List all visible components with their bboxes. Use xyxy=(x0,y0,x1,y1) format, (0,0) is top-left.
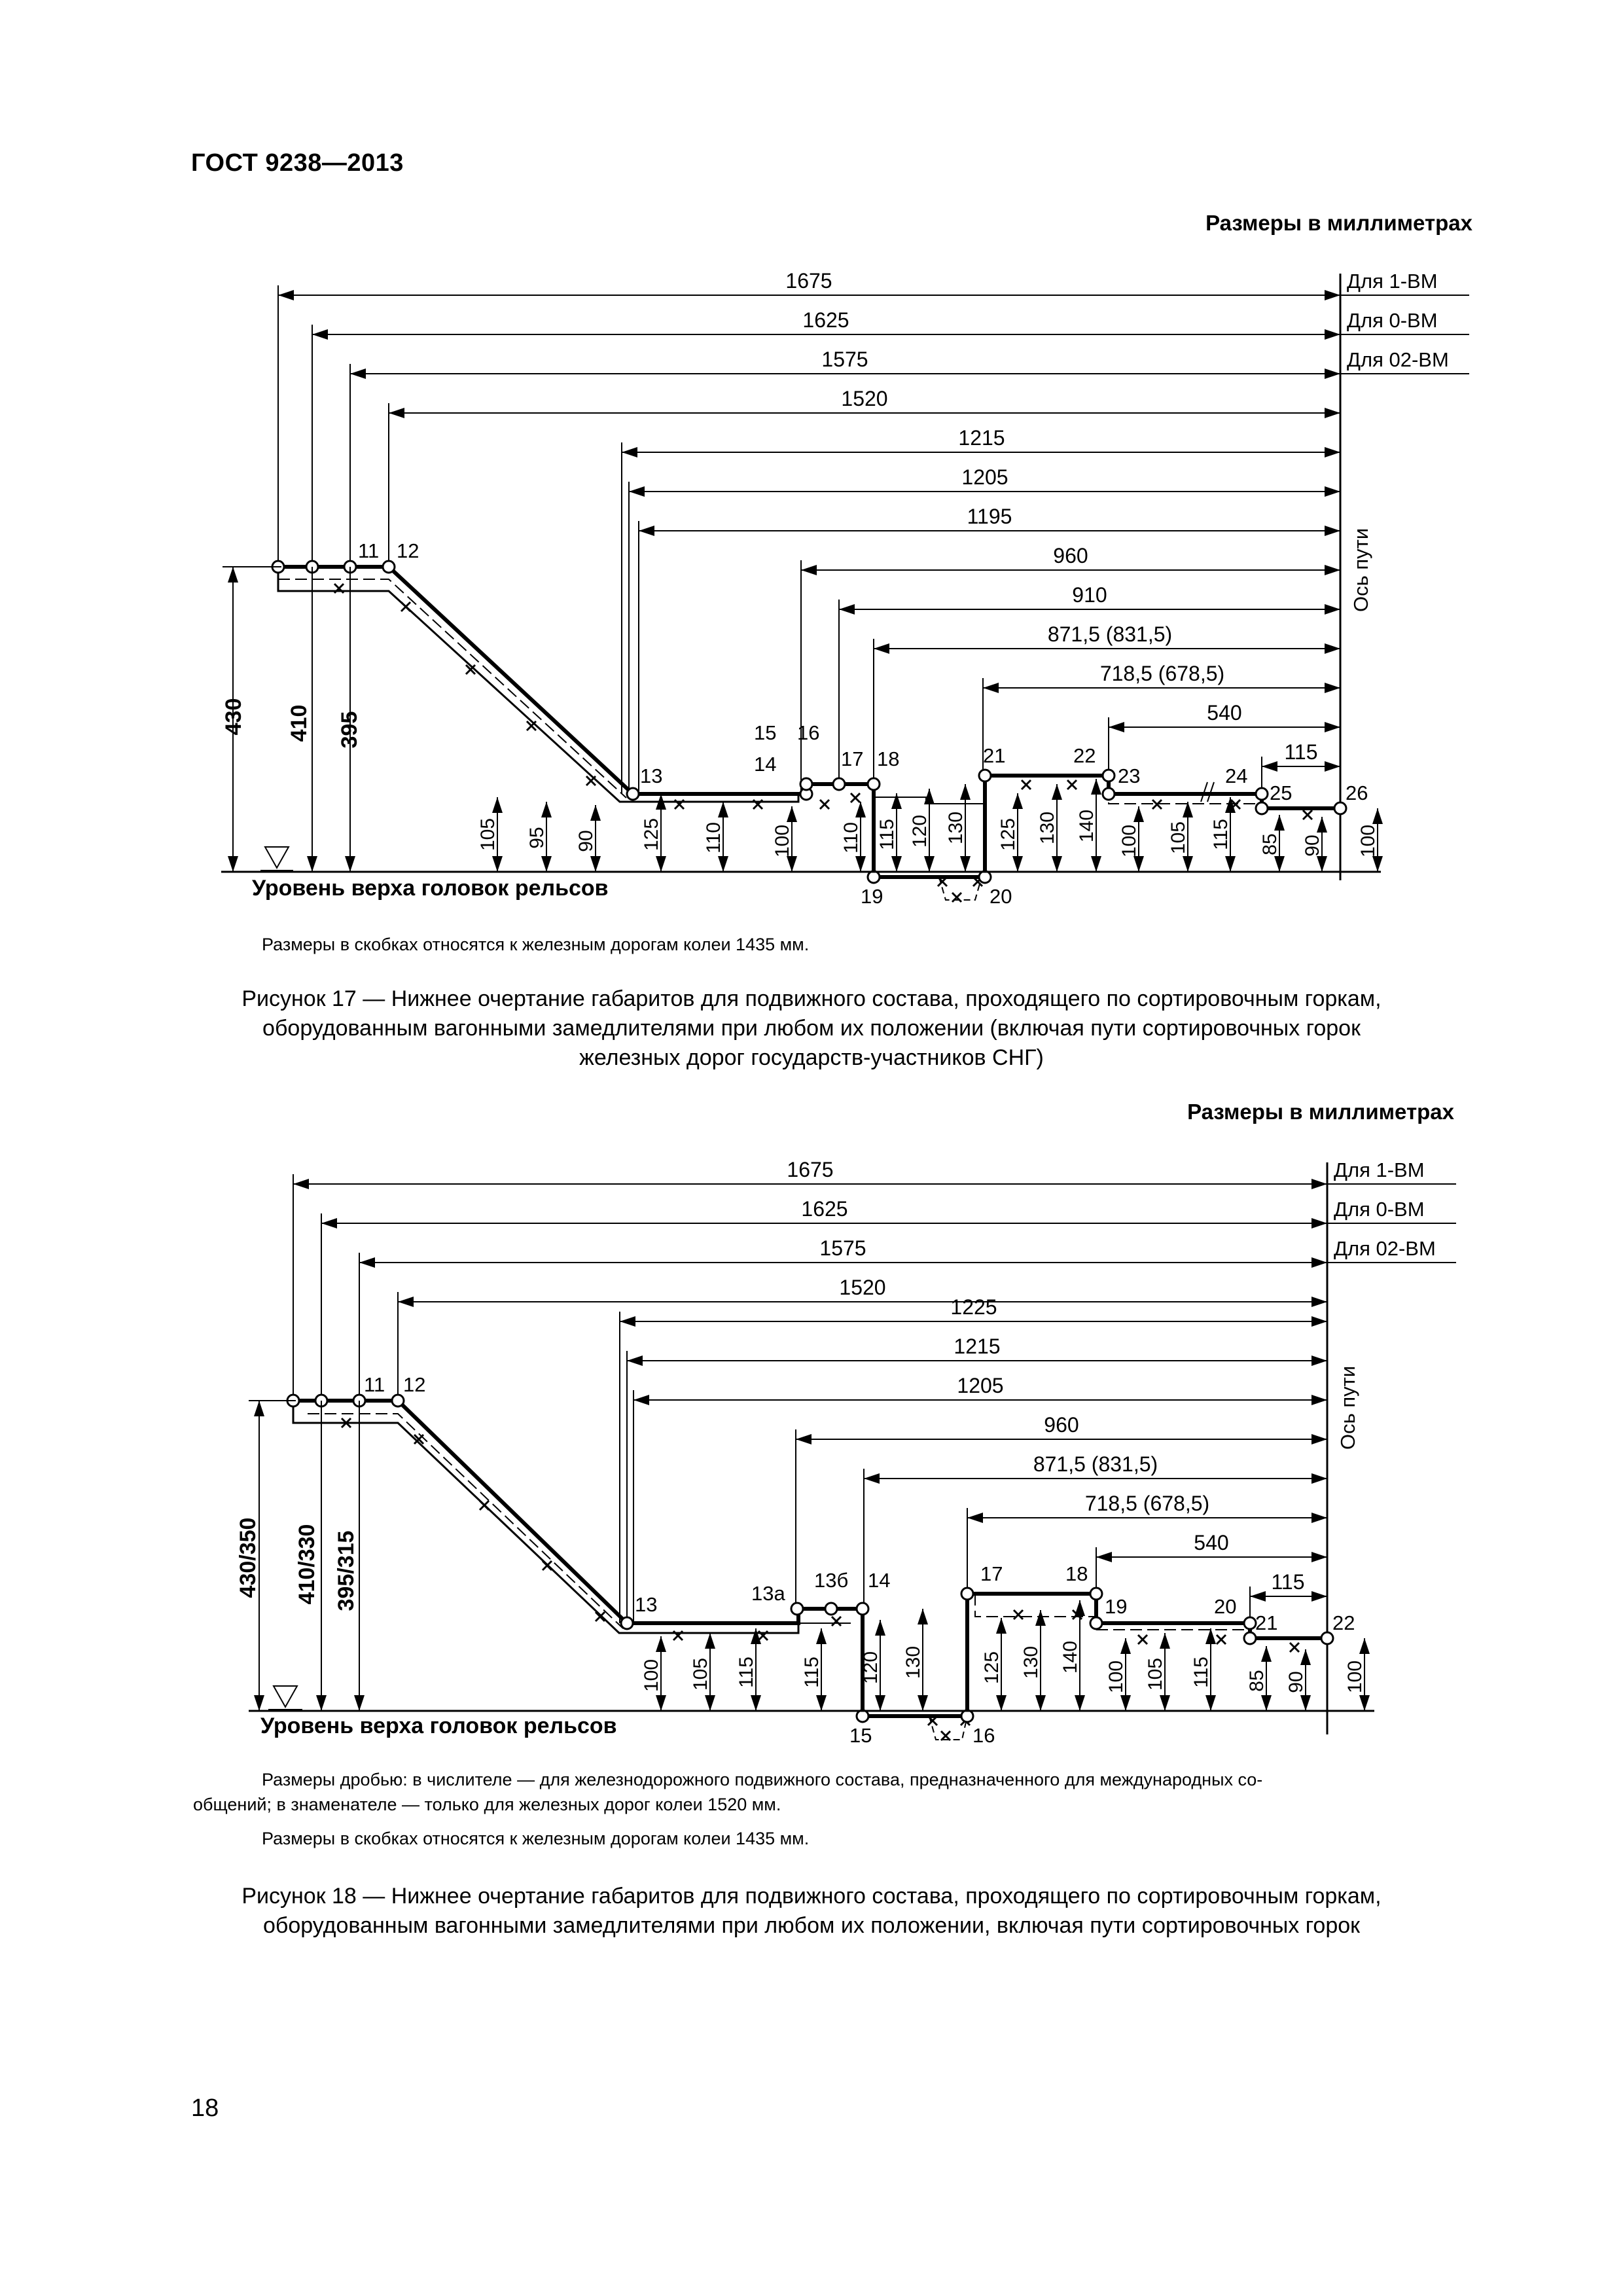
height-label: 130 xyxy=(1020,1645,1042,1679)
height-label: 90 xyxy=(1302,834,1323,857)
fig18-for-1vm: Для 1-ВМ xyxy=(1334,1158,1425,1181)
fig17-rail-label: Уровень верха головок рельсов xyxy=(252,876,609,901)
fig17-width-label: 1520 xyxy=(841,387,888,410)
height-label: 395 xyxy=(337,711,362,749)
fig17-bottom-height-labels xyxy=(477,810,1379,857)
fig18-note-brackets: Размеры в скобках относятся к железным дорогам колеи 1435 мм. xyxy=(262,1829,810,1848)
height-label: 140 xyxy=(1076,809,1097,843)
point-label: 16 xyxy=(797,721,820,744)
fig17-axis-label: Ось пути xyxy=(1349,528,1372,612)
point-label: 24 xyxy=(1225,764,1248,787)
fig17-width-label: 115 xyxy=(1284,740,1318,764)
point-label: 22 xyxy=(1332,1611,1355,1634)
fig17-height-labels xyxy=(221,698,362,749)
height-label: 130 xyxy=(945,811,967,845)
fig17-width-label: 1675 xyxy=(785,269,832,293)
point-label: 20 xyxy=(1214,1595,1237,1618)
point-label: 22 xyxy=(1073,744,1096,767)
fig18-width-label: 1625 xyxy=(801,1197,848,1221)
point-label: 17 xyxy=(841,747,864,770)
fig17-caption-line: Рисунок 17 — Нижнее очертание габаритов для подвижного состава, проходящего по сортировочным горкам, xyxy=(241,986,1382,1011)
fig17-width-label: 1215 xyxy=(958,426,1005,450)
fig17-drawing xyxy=(0,0,1623,942)
point-label: 13 xyxy=(640,764,663,787)
point-label: 20 xyxy=(990,885,1012,908)
point-label: 25 xyxy=(1270,781,1293,804)
height-label: 110 xyxy=(703,822,724,853)
height-label: 115 xyxy=(876,819,898,850)
fig18-width-label: 1520 xyxy=(839,1276,886,1299)
height-label: 100 xyxy=(1105,1660,1127,1694)
height-label: 105 xyxy=(477,817,499,852)
fig18-width-dims xyxy=(293,1162,1456,1734)
fig17-width-label: 1195 xyxy=(967,505,1012,528)
height-label: 85 xyxy=(1246,1670,1268,1692)
fig18-width-label: 540 xyxy=(1194,1531,1229,1554)
height-label: 130 xyxy=(902,1645,924,1679)
height-label: 395/315 xyxy=(334,1530,359,1611)
fig18-width-label: 1225 xyxy=(950,1295,997,1319)
fig18-caption xyxy=(108,1882,1515,1941)
point-label: 18 xyxy=(877,747,900,770)
point-label: 14 xyxy=(868,1569,891,1592)
fig18-axis-label: Ось пути xyxy=(1336,1365,1359,1450)
height-label: 140 xyxy=(1060,1640,1081,1674)
fig18-caption-line: оборудованным вагонными замедлителями при любом их положении, включая пути сортировочных горок xyxy=(262,1913,1361,1938)
height-label: 100 xyxy=(1357,824,1379,858)
point-label: 17 xyxy=(980,1562,1003,1585)
height-label: 120 xyxy=(909,814,931,848)
fig17-for-0vm: Для 0-ВМ xyxy=(1347,309,1438,332)
height-label: 410 xyxy=(287,704,312,742)
page-number: 18 xyxy=(191,2094,219,2122)
height-label: 100 xyxy=(1118,824,1140,858)
fig18-rail-label: Уровень верха головок рельсов xyxy=(260,1713,617,1738)
height-label: 100 xyxy=(1344,1660,1366,1694)
point-label: 12 xyxy=(397,539,419,562)
fig17-width-label: 871,5 (831,5) xyxy=(1047,622,1173,646)
height-label: 115 xyxy=(1190,1657,1212,1688)
height-label: 115 xyxy=(801,1657,823,1688)
fig18-for-0vm: Для 0-ВМ xyxy=(1334,1198,1425,1221)
point-label: 21 xyxy=(983,744,1006,767)
point-label: 13а xyxy=(751,1582,785,1605)
height-label: 95 xyxy=(526,827,548,849)
fig18-width-label: 1215 xyxy=(954,1335,1001,1358)
fig18-contour xyxy=(293,1401,1327,1740)
height-label: 90 xyxy=(1285,1671,1307,1693)
point-label: 14 xyxy=(754,753,777,776)
fig17-caption-line: железных дорог государств-участников СНГ) xyxy=(579,1045,1044,1070)
fig17-caption xyxy=(108,984,1515,1073)
fig17-width-label: 960 xyxy=(1053,544,1088,567)
fig17-width-label: 1575 xyxy=(821,348,868,371)
height-label: 100 xyxy=(772,824,793,858)
fig17-units-note: Размеры в миллиметрах xyxy=(1205,211,1472,235)
fig18-units-note: Размеры в миллиметрах xyxy=(1187,1100,1454,1124)
point-label: 13 xyxy=(635,1593,658,1616)
fig17-caption-line: оборудованным вагонными замедлителями при любом их положении (включая пути сортировочных горок xyxy=(262,1016,1361,1041)
fig17-note: Размеры в скобках относятся к железным дорогам колеи 1435 мм. xyxy=(262,935,810,954)
fig18-width-label: 871,5 (831,5) xyxy=(1033,1452,1158,1476)
point-label: 19 xyxy=(1105,1595,1128,1618)
fig18-width-label: 1575 xyxy=(819,1236,866,1260)
fig17-for-1vm: Для 1-ВМ xyxy=(1347,270,1438,293)
fig17-for-02vm: Для 02-ВМ xyxy=(1347,348,1449,371)
fig18-note-fraction xyxy=(193,1767,1505,1817)
point-label: 23 xyxy=(1118,764,1141,787)
height-label: 115 xyxy=(736,1657,757,1688)
fig17-width-label: 540 xyxy=(1207,701,1242,725)
height-label: 85 xyxy=(1259,833,1281,855)
fig18-width-label: 718,5 (678,5) xyxy=(1084,1492,1210,1515)
point-label: 12 xyxy=(403,1373,426,1396)
fig18-width-label: 115 xyxy=(1271,1570,1305,1594)
point-label: 11 xyxy=(358,539,380,562)
height-label: 90 xyxy=(575,830,597,852)
document-header: ГОСТ 9238—2013 xyxy=(191,149,404,177)
height-label: 120 xyxy=(860,1651,882,1685)
fig17-width-label: 1625 xyxy=(802,308,849,332)
fig17-width-label: 718,5 (678,5) xyxy=(1099,662,1225,685)
point-label: 15 xyxy=(849,1724,872,1747)
height-label: 430 xyxy=(221,698,246,736)
fig17-width-label: 1205 xyxy=(961,465,1008,489)
fig18-point-labels xyxy=(364,1373,1355,1747)
fig18-note-line: Размеры дробью: в числителе — для железнодорожного подвижного состава, предназначенного для международных со- xyxy=(262,1770,1263,1789)
height-label: 115 xyxy=(1210,819,1232,850)
fig18-note-line: общений; в знаменателе — только для железных дорог колеи 1520 мм. xyxy=(193,1795,781,1814)
point-label: 11 xyxy=(364,1373,385,1396)
fig18-width-label: 1675 xyxy=(787,1158,834,1181)
height-label: 125 xyxy=(641,817,662,852)
height-label: 105 xyxy=(690,1657,711,1691)
point-label: 13б xyxy=(814,1569,849,1592)
fig18-drawing xyxy=(0,1113,1623,1767)
height-label: 105 xyxy=(1168,821,1189,855)
fig18-width-label: 960 xyxy=(1044,1413,1079,1437)
point-label: 19 xyxy=(861,885,883,908)
height-label: 430/350 xyxy=(236,1517,260,1598)
height-label: 410/330 xyxy=(294,1524,319,1605)
point-label: 26 xyxy=(1346,781,1368,804)
fig18-caption-line: Рисунок 18 — Нижнее очертание габаритов для подвижного состава, проходящего по сортировочным горкам, xyxy=(241,1884,1382,1909)
height-label: 100 xyxy=(641,1659,662,1693)
height-label: 125 xyxy=(997,817,1019,852)
height-label: 125 xyxy=(981,1651,1003,1685)
fig18-width-label: 1205 xyxy=(957,1374,1004,1397)
fig18-bottom-height-labels xyxy=(641,1641,1366,1693)
fig18-for-02vm: Для 02-ВМ xyxy=(1334,1237,1436,1260)
height-label: 130 xyxy=(1037,811,1058,845)
fig17-width-label: 910 xyxy=(1072,583,1107,607)
point-label: 15 xyxy=(754,721,777,744)
fig17-width-labels xyxy=(785,269,1448,764)
point-label: 18 xyxy=(1065,1562,1088,1585)
point-label: 16 xyxy=(972,1724,995,1747)
height-label: 110 xyxy=(840,822,862,853)
point-label: 21 xyxy=(1255,1611,1278,1634)
fig18-height-labels xyxy=(236,1518,359,1611)
height-label: 105 xyxy=(1145,1657,1166,1691)
